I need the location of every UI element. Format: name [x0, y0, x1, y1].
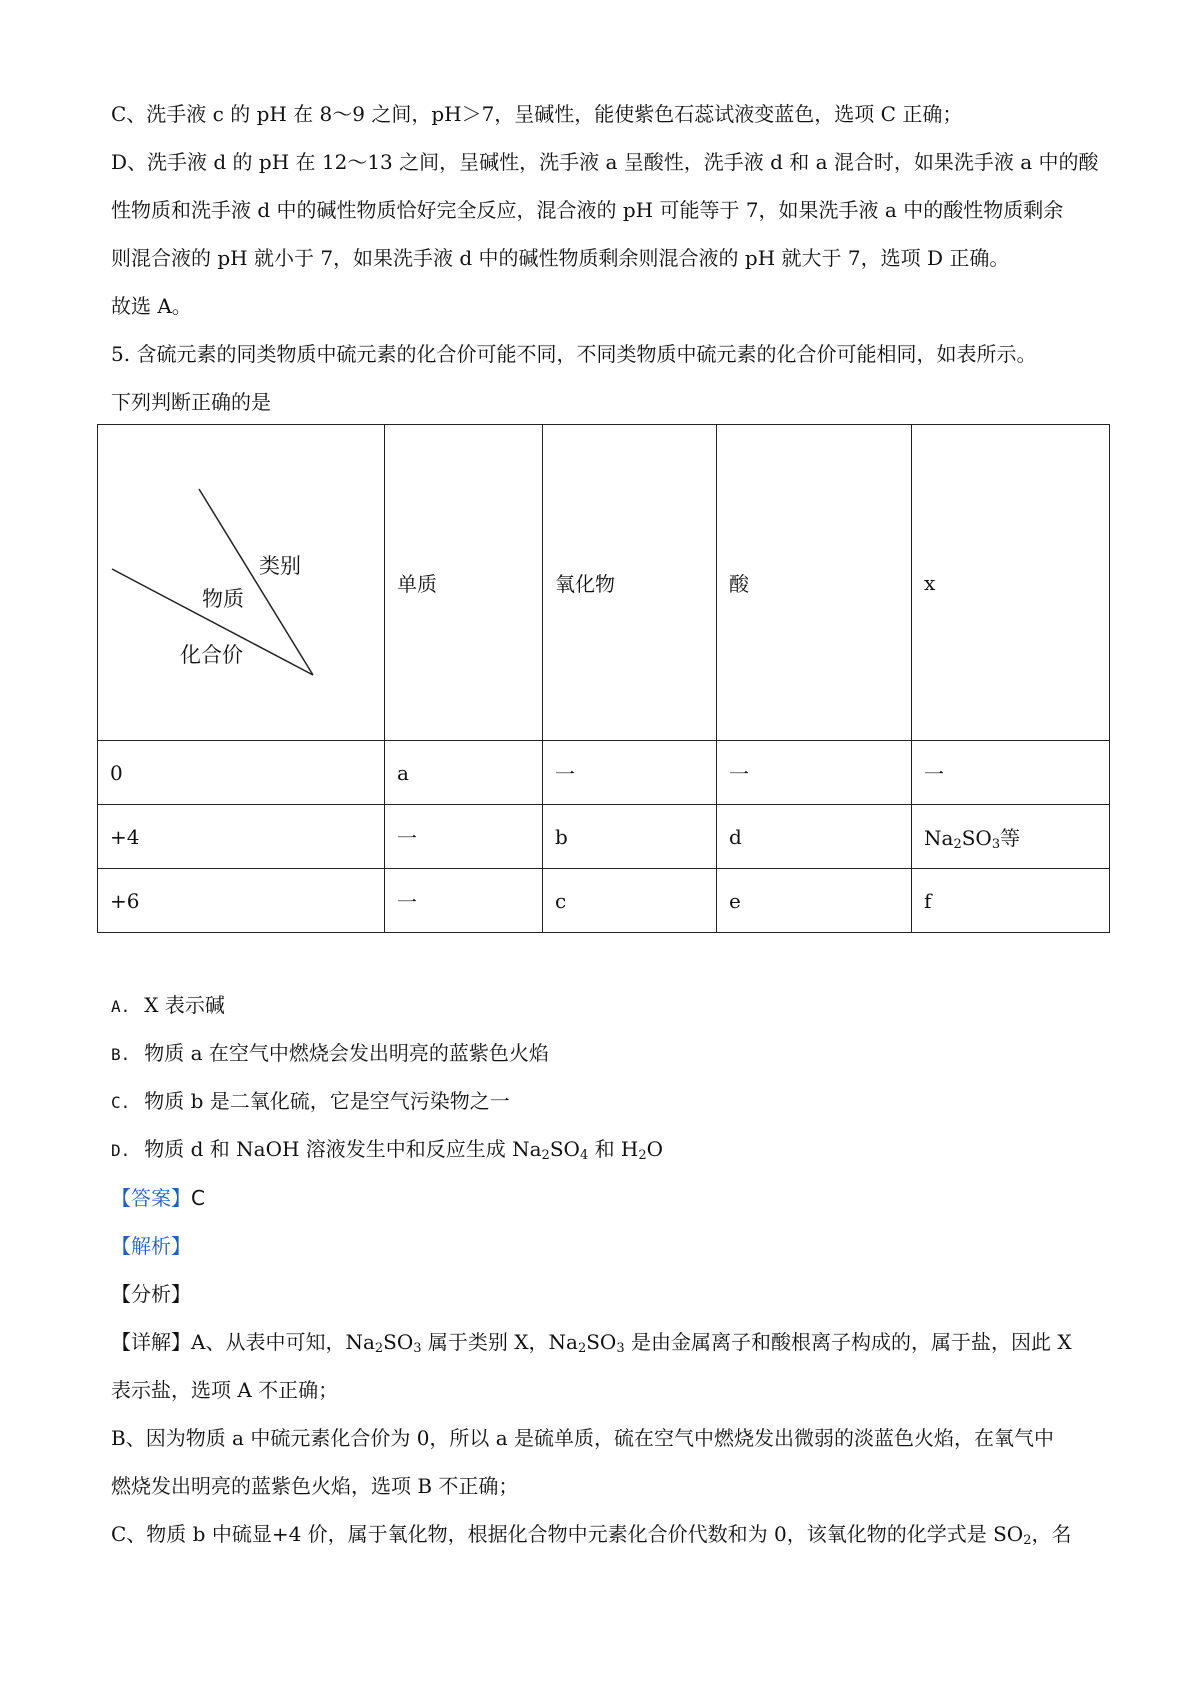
sulfur-valence-table: [97, 424, 1110, 933]
option-letter: D.: [111, 1141, 131, 1160]
header-elemental: 单质: [385, 425, 543, 741]
diagonal-header-cell: [98, 425, 385, 741]
table-cell: e: [717, 869, 912, 933]
table-cell: 一: [912, 741, 1110, 805]
valence-cell: +6: [98, 869, 385, 933]
prev-analysis-d-2: 性物质和洗手液 d 中的碱性物质恰好完全反应，混合液的 pH 可能等于 7，如果洗手液 a 中的酸性物质剩余: [111, 198, 1064, 222]
question-stem-line1: 5. 含硫元素的同类物质中硫元素的化合价可能不同，不同类物质中硫元素的化合价可能相同，如表所示。: [111, 342, 1037, 366]
diagonal-label-valence: 化合价: [180, 643, 243, 667]
table-row: [98, 869, 1110, 933]
prev-analysis-d-1: D、洗手液 d 的 pH 在 12～13 之间，呈碱性，洗手液 a 呈酸性，洗手液 d 和 a 混合时，如果洗手液 a 中的酸: [111, 150, 1099, 174]
prev-conclusion: 故选 A。: [111, 294, 192, 318]
option-text: 物质 d 和 NaOH 溶液发生中和反应生成 $Na_2SO_4$ 和 $H_2O$: [144, 1137, 664, 1163]
option-b: [111, 1039, 549, 1069]
diagonal-label-category: 类别: [259, 554, 301, 578]
answer-value: C: [191, 1186, 205, 1210]
table-cell-na2so3: $Na_2SO_3$等: [912, 805, 1110, 869]
prev-analysis-c: C、洗手液 c 的 pH 在 8～9 之间，pH＞7，呈碱性，能使紫色石蕊试液变蓝色，选项 C 正确；: [111, 102, 963, 126]
option-letter: A.: [111, 997, 131, 1016]
option-c: [111, 1087, 510, 1117]
question-stem-line2: 下列判断正确的是: [111, 390, 271, 414]
analysis-label: 【解析】: [111, 1234, 191, 1258]
detail-line-1: 【详解】A、从表中可知，$Na_2SO_3$ 属于类别 X，$Na_2SO_3$ 是由金属离子和酸根离子构成的，属于盐，因此 X: [111, 1330, 1072, 1356]
option-text: 物质 a 在空气中燃烧会发出明亮的蓝紫色火焰: [144, 1041, 549, 1065]
detail-line-3: B、因为物质 a 中硫元素化合价为 0，所以 a 是硫单质，硫在空气中燃烧发出微弱的淡蓝色火焰，在氧气中: [111, 1426, 1055, 1450]
option-text: 物质 b 是二氧化硫，它是空气污染物之一: [144, 1089, 510, 1113]
table-row: [98, 741, 1110, 805]
detail-line-4: 燃烧发出明亮的蓝紫色火焰，选项 B 不正确；: [111, 1474, 519, 1498]
option-d: [111, 1135, 663, 1165]
table-cell: b: [543, 805, 717, 869]
option-text: X 表示碱: [144, 993, 225, 1017]
header-x: x: [912, 425, 1110, 741]
header-acid: 酸: [717, 425, 912, 741]
answer-line: [111, 1184, 1111, 1212]
table-cell: 一: [717, 741, 912, 805]
table-cell: d: [717, 805, 912, 869]
fenxi-label: 【分析】: [111, 1282, 191, 1306]
table-cell: c: [543, 869, 717, 933]
detail-line-5: C、物质 b 中硫显+4 价，属于氧化物，根据化合物中元素化合价代数和为 0，该氧化物的化学式是 $SO_2$，名: [111, 1522, 1072, 1548]
option-letter: C.: [111, 1093, 131, 1112]
table-row: [98, 805, 1110, 869]
table-cell: a: [385, 741, 543, 805]
valence-cell: 0: [98, 741, 385, 805]
option-a: [111, 991, 225, 1021]
prev-analysis-d-3: 则混合液的 pH 就小于 7，如果洗手液 d 中的碱性物质剩余则混合液的 pH 就大于 7，选项 D 正确。: [111, 246, 1010, 270]
option-letter: B.: [111, 1045, 131, 1064]
table-cell: 一: [543, 741, 717, 805]
valence-cell: +4: [98, 805, 385, 869]
detail-line-2: 表示盐，选项 A 不正确；: [111, 1378, 339, 1402]
answer-label: 【答案】: [111, 1186, 191, 1210]
diagonal-label-substance: 物质: [202, 587, 244, 611]
table-cell: 一: [385, 805, 543, 869]
header-oxide: 氧化物: [543, 425, 717, 741]
table-header-row: [98, 425, 1110, 741]
table-cell: f: [912, 869, 1110, 933]
table-cell: 一: [385, 869, 543, 933]
